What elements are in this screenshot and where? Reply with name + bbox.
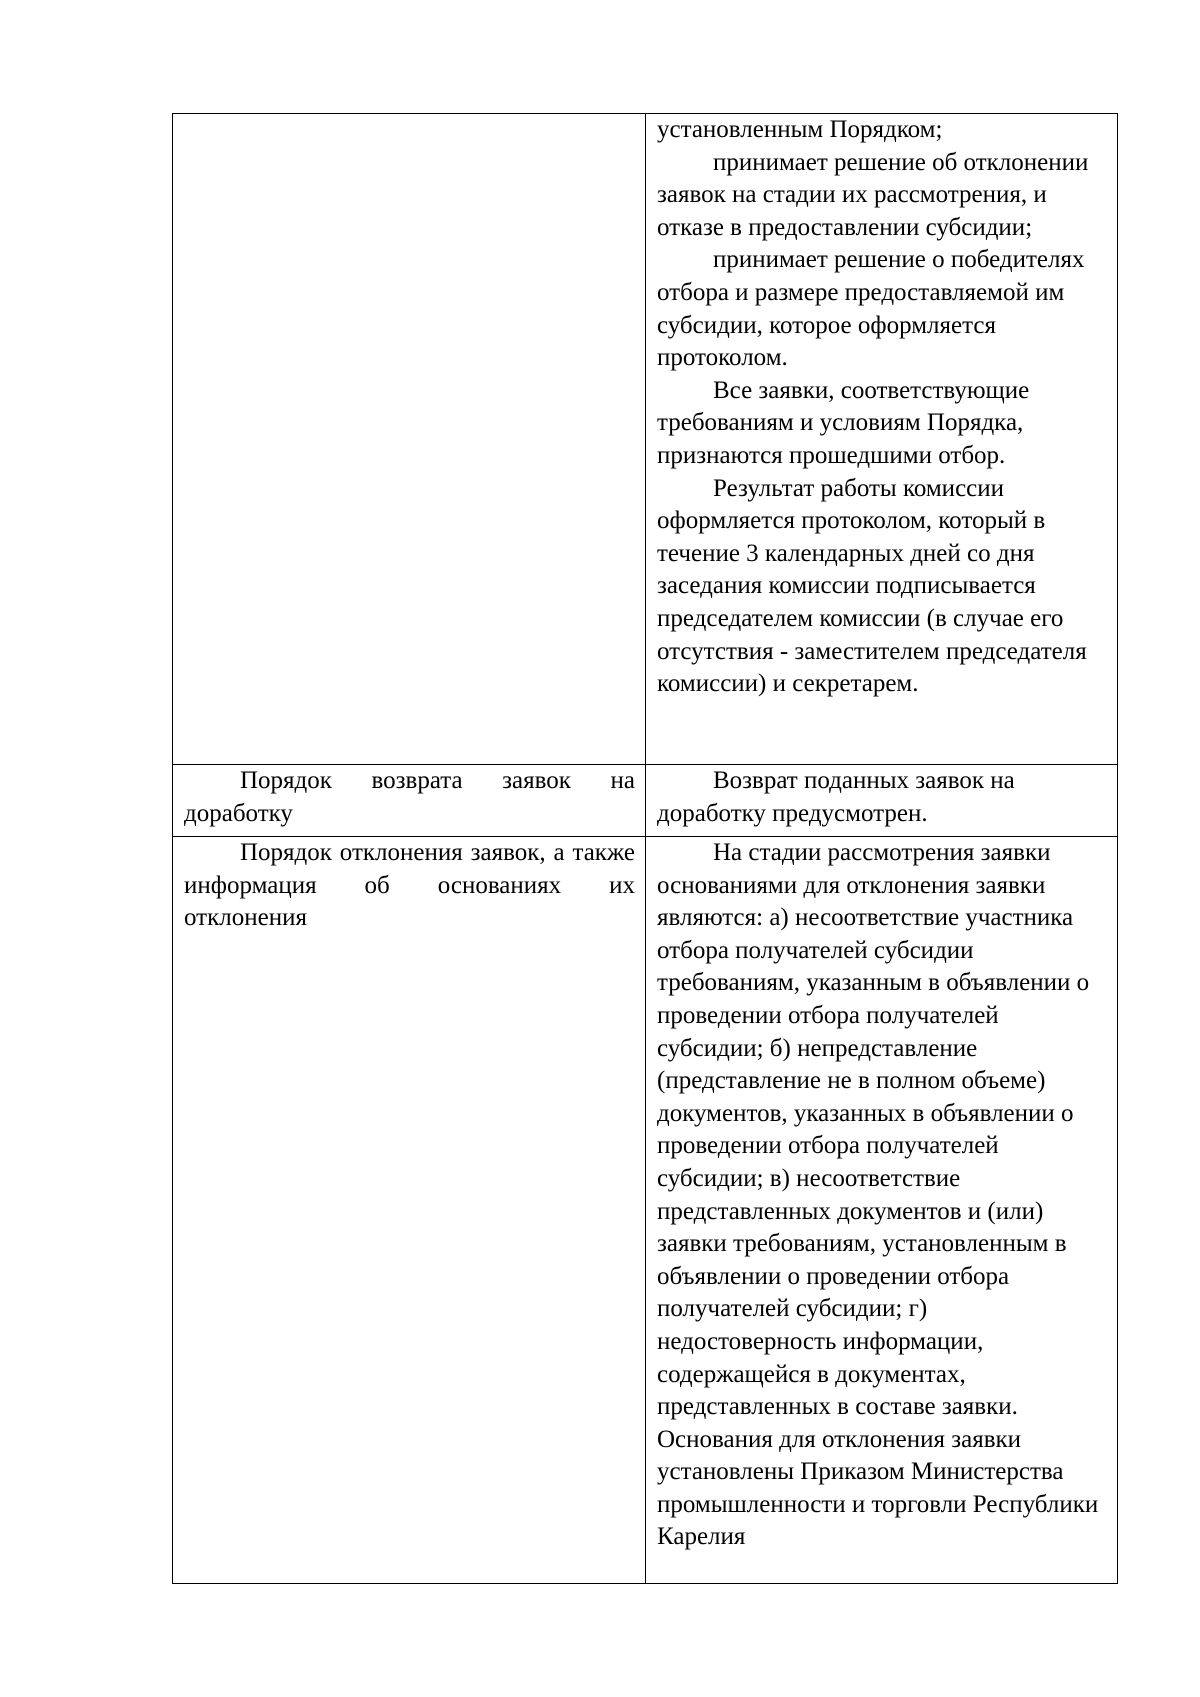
procedure-table (172, 113, 1118, 1584)
row-content-cell (646, 114, 1118, 765)
row-content-cell (646, 837, 1118, 1584)
paragraph: Результат работы комиссии оформляется протоколом, который в течение 3 календарных дней со дня заседания комиссии подписывается председателем комиссии (в случае его отсутствия - заместителем председателя комиссии) и секретарем. (657, 474, 1087, 698)
row-heading-cell (173, 765, 646, 837)
paragraph: Все заявки, соответствующие требованиям и условиям Порядка, признаются прошедшими отбор. (657, 376, 1030, 469)
table-row (173, 765, 1118, 837)
row-content-cell (646, 765, 1118, 837)
row-heading: Порядок возврата заявок на доработку (184, 767, 635, 827)
paragraph: установленным Порядком; (657, 116, 943, 143)
table-row (173, 114, 1118, 765)
row-heading-cell (173, 114, 646, 765)
procedure-table-body (173, 114, 1118, 1584)
row-heading-cell (173, 837, 646, 1584)
paragraph: принимает решение об отклонении заявок на стадии их рассмотрения, и отказе в предоставлении субсидии; (657, 148, 1089, 241)
row-heading: Порядок отклонения заявок, а также информация об основаниях их отклонения (184, 839, 635, 932)
table-row (173, 837, 1118, 1584)
paragraph: Возврат поданных заявок на доработку предусмотрен. (657, 767, 1015, 827)
paragraph: На стадии рассмотрения заявки основаниями для отклонения заявки являются: а) несоответствие участника отбора получателей субсидии требованиям, указанным в объявлении о проведении отбора получателей субсидии; б) непредставление (представление не в полном объеме) документов, указанных в объявлении о проведении отбора получателей субсидии; в) несоответствие представленных документов и (или) заявки требованиям, установленным в объявлении о проведении отбора получателей субсидии; г) недостоверность информации, содержащейся в документах, представленных в составе заявки. Основания для отклонения заявки установлены Приказом Министерства промышленности и торговли Республики Карелия (657, 839, 1099, 1551)
paragraph: принимает решение о победителях отбора и размере предоставляемой им субсидии, которое оформляется протоколом. (657, 246, 1085, 372)
